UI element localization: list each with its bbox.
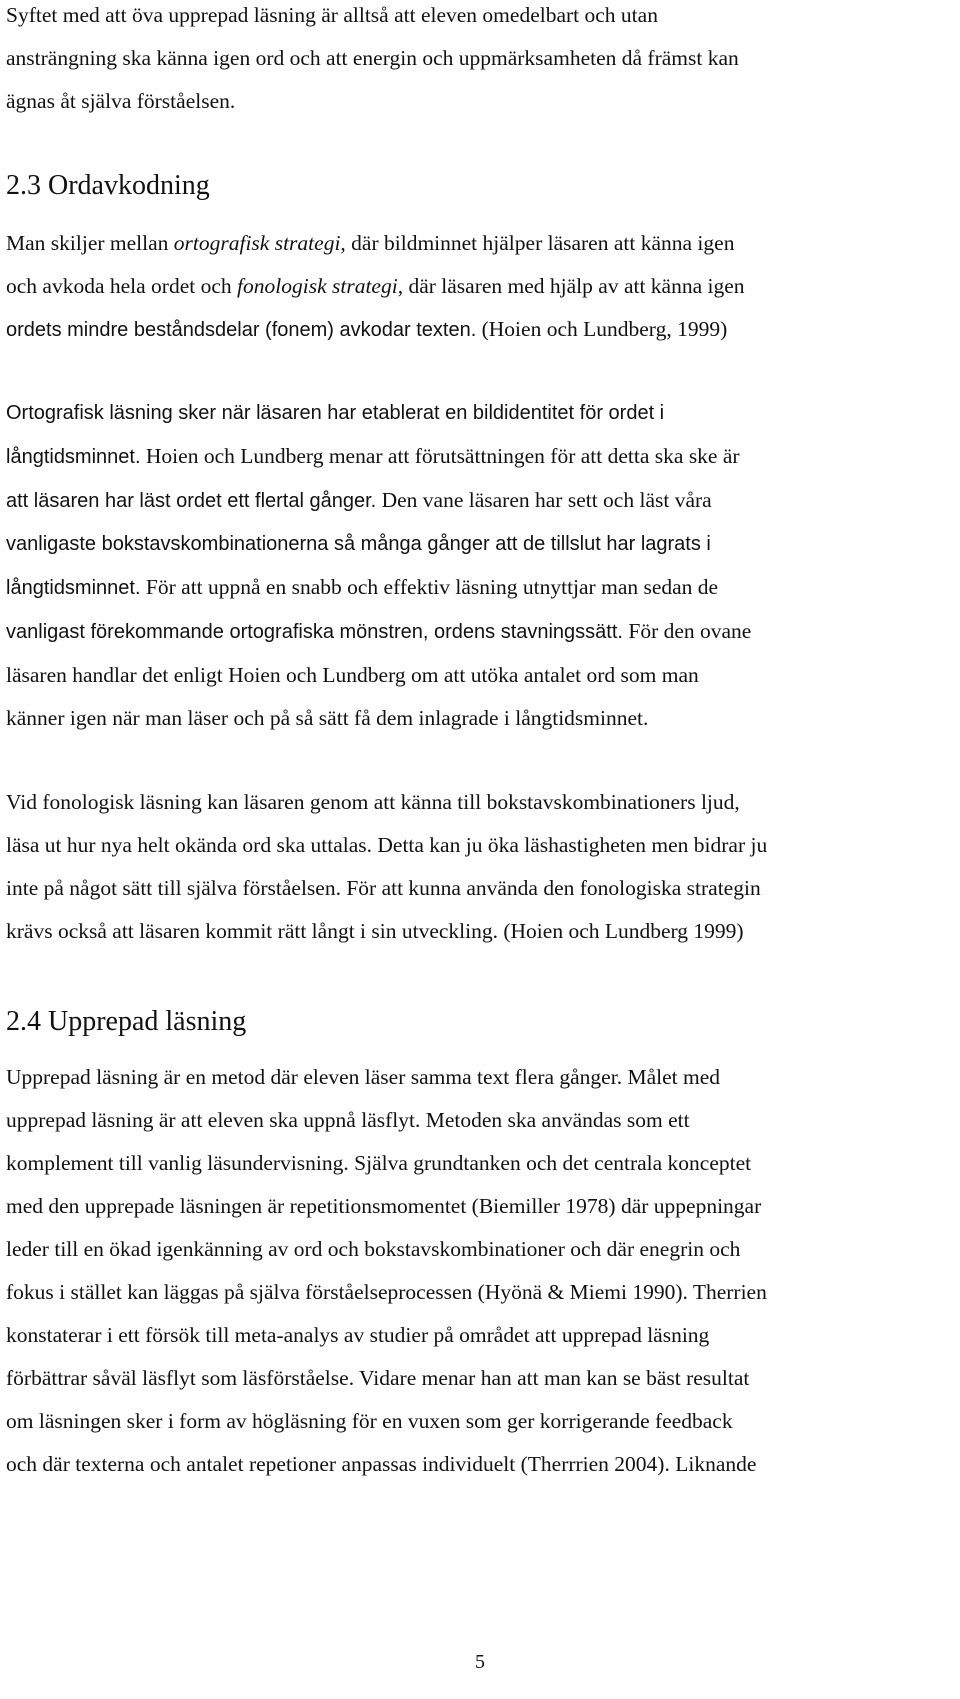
text-run: Den vane läsaren har sett och läst våra: [376, 488, 712, 512]
text-line: och där texterna och antalet repetioner anpassas individuelt (Therrrien 2004). Liknande: [6, 1452, 757, 1476]
text-run: , där läsaren med hjälp av att känna igen: [397, 274, 745, 298]
text-line: ägnas åt själva förståelsen.: [6, 89, 236, 113]
section-heading-2-4: 2.4 Upprepad läsning: [6, 1006, 247, 1037]
text-run: att läsaren har läst ordet ett flertal gånger.: [6, 490, 377, 512]
text-run: Hoien och Lundberg menar att förutsättningen för att detta ska ske är: [140, 444, 740, 468]
text-line: läsa ut hur nya helt okända ord ska uttalas. Detta kan ju öka läshastigheten men bidrar ju: [6, 833, 768, 857]
text-run: , där bildminnet hjälper läsaren att känna igen: [340, 231, 735, 255]
text-line: om läsningen sker i form av högläsning för en vuxen som ger korrigerande feedback: [6, 1409, 733, 1433]
italic-term: fonologisk strategi: [237, 274, 398, 298]
text-run: Man skiljer mellan: [6, 231, 174, 255]
ordavkodning-paragraph-2: [6, 392, 936, 740]
text-line: vanligaste bokstavskombinationerna så många gånger att de tillslut har lagrats i: [6, 533, 711, 555]
text-line: känner igen när man läser och på så sätt få dem inlagrade i långtidsminnet.: [6, 706, 649, 730]
text-line: leder till en ökad igenkänning av ord och bokstavskombinationer och där enegrin och: [6, 1237, 741, 1261]
text-run: långtidsminnet.: [6, 577, 141, 599]
text-run: vanligast förekommande ortografiska mönstren, ordens stavningssätt.: [6, 621, 623, 643]
text-line: Syftet med att öva upprepad läsning är alltså att eleven omedelbart och utan: [6, 3, 658, 27]
page-number: 5: [475, 1651, 485, 1673]
text-run: För den ovane: [622, 619, 752, 643]
text-line: [6, 265, 936, 308]
text-line: [6, 222, 936, 265]
intro-paragraph: [6, 0, 936, 123]
text-run: För att uppnå en snabb och effektiv läsning utnyttjar man sedan de: [140, 575, 719, 599]
ordavkodning-paragraph-1: [6, 222, 936, 352]
text-line: Ortografisk läsning sker när läsaren har etablerat en bildidentitet för ordet i: [6, 402, 665, 424]
text-line: Vid fonologisk läsning kan läsaren genom att känna till bokstavskombinationers ljud,: [6, 790, 740, 814]
text-run: långtidsminnet.: [6, 446, 141, 468]
citation: (Hoien och Lundberg, 1999): [476, 317, 728, 341]
text-line: konstaterar i ett försök till meta-analys av studier på området att upprepad läsning: [6, 1323, 710, 1347]
italic-term: ortografisk strategi: [173, 231, 341, 255]
upprepad-lasning-paragraph: [6, 1056, 936, 1486]
ordavkodning-paragraph-3: [6, 781, 936, 953]
text-line: [6, 479, 936, 523]
text-line: ansträngning ska känna igen ord och att energin och uppmärksamheten då främst kan: [6, 46, 739, 70]
section-heading-2-3: 2.3 Ordavkodning: [6, 170, 210, 201]
text-run: ordets mindre beståndsdelar (fonem) avkodar texten.: [6, 319, 477, 341]
text-run: och avkoda hela ordet och: [6, 274, 238, 298]
text-line: Upprepad läsning är en metod där eleven läser samma text flera gånger. Målet med: [6, 1065, 720, 1089]
text-line: krävs också att läsaren kommit rätt långt i sin utveckling. (Hoien och Lundberg 1999): [6, 919, 744, 943]
text-line: [6, 435, 936, 479]
text-line: upprepad läsning är att eleven ska uppnå läsflyt. Metoden ska användas som ett: [6, 1108, 690, 1132]
text-line: [6, 566, 936, 610]
text-line: inte på något sätt till själva förståelsen. För att kunna använda den fonologiska strategin: [6, 876, 761, 900]
text-line: [6, 610, 936, 654]
text-line: [6, 308, 936, 352]
text-line: förbättrar såväl läsflyt som läsförståelse. Vidare menar han att man kan se bäst resultat: [6, 1366, 750, 1390]
text-line: komplement till vanlig läsundervisning. Själva grundtanken och det centrala konceptet: [6, 1151, 752, 1175]
text-line: fokus i stället kan läggas på själva förståelseprocessen (Hyönä & Miemi 1990). Therrien: [6, 1280, 767, 1304]
text-line: med den upprepade läsningen är repetitionsmomentet (Biemiller 1978) där uppepningar: [6, 1194, 762, 1218]
text-line: läsaren handlar det enligt Hoien och Lundberg om att utöka antalet ord som man: [6, 663, 699, 687]
